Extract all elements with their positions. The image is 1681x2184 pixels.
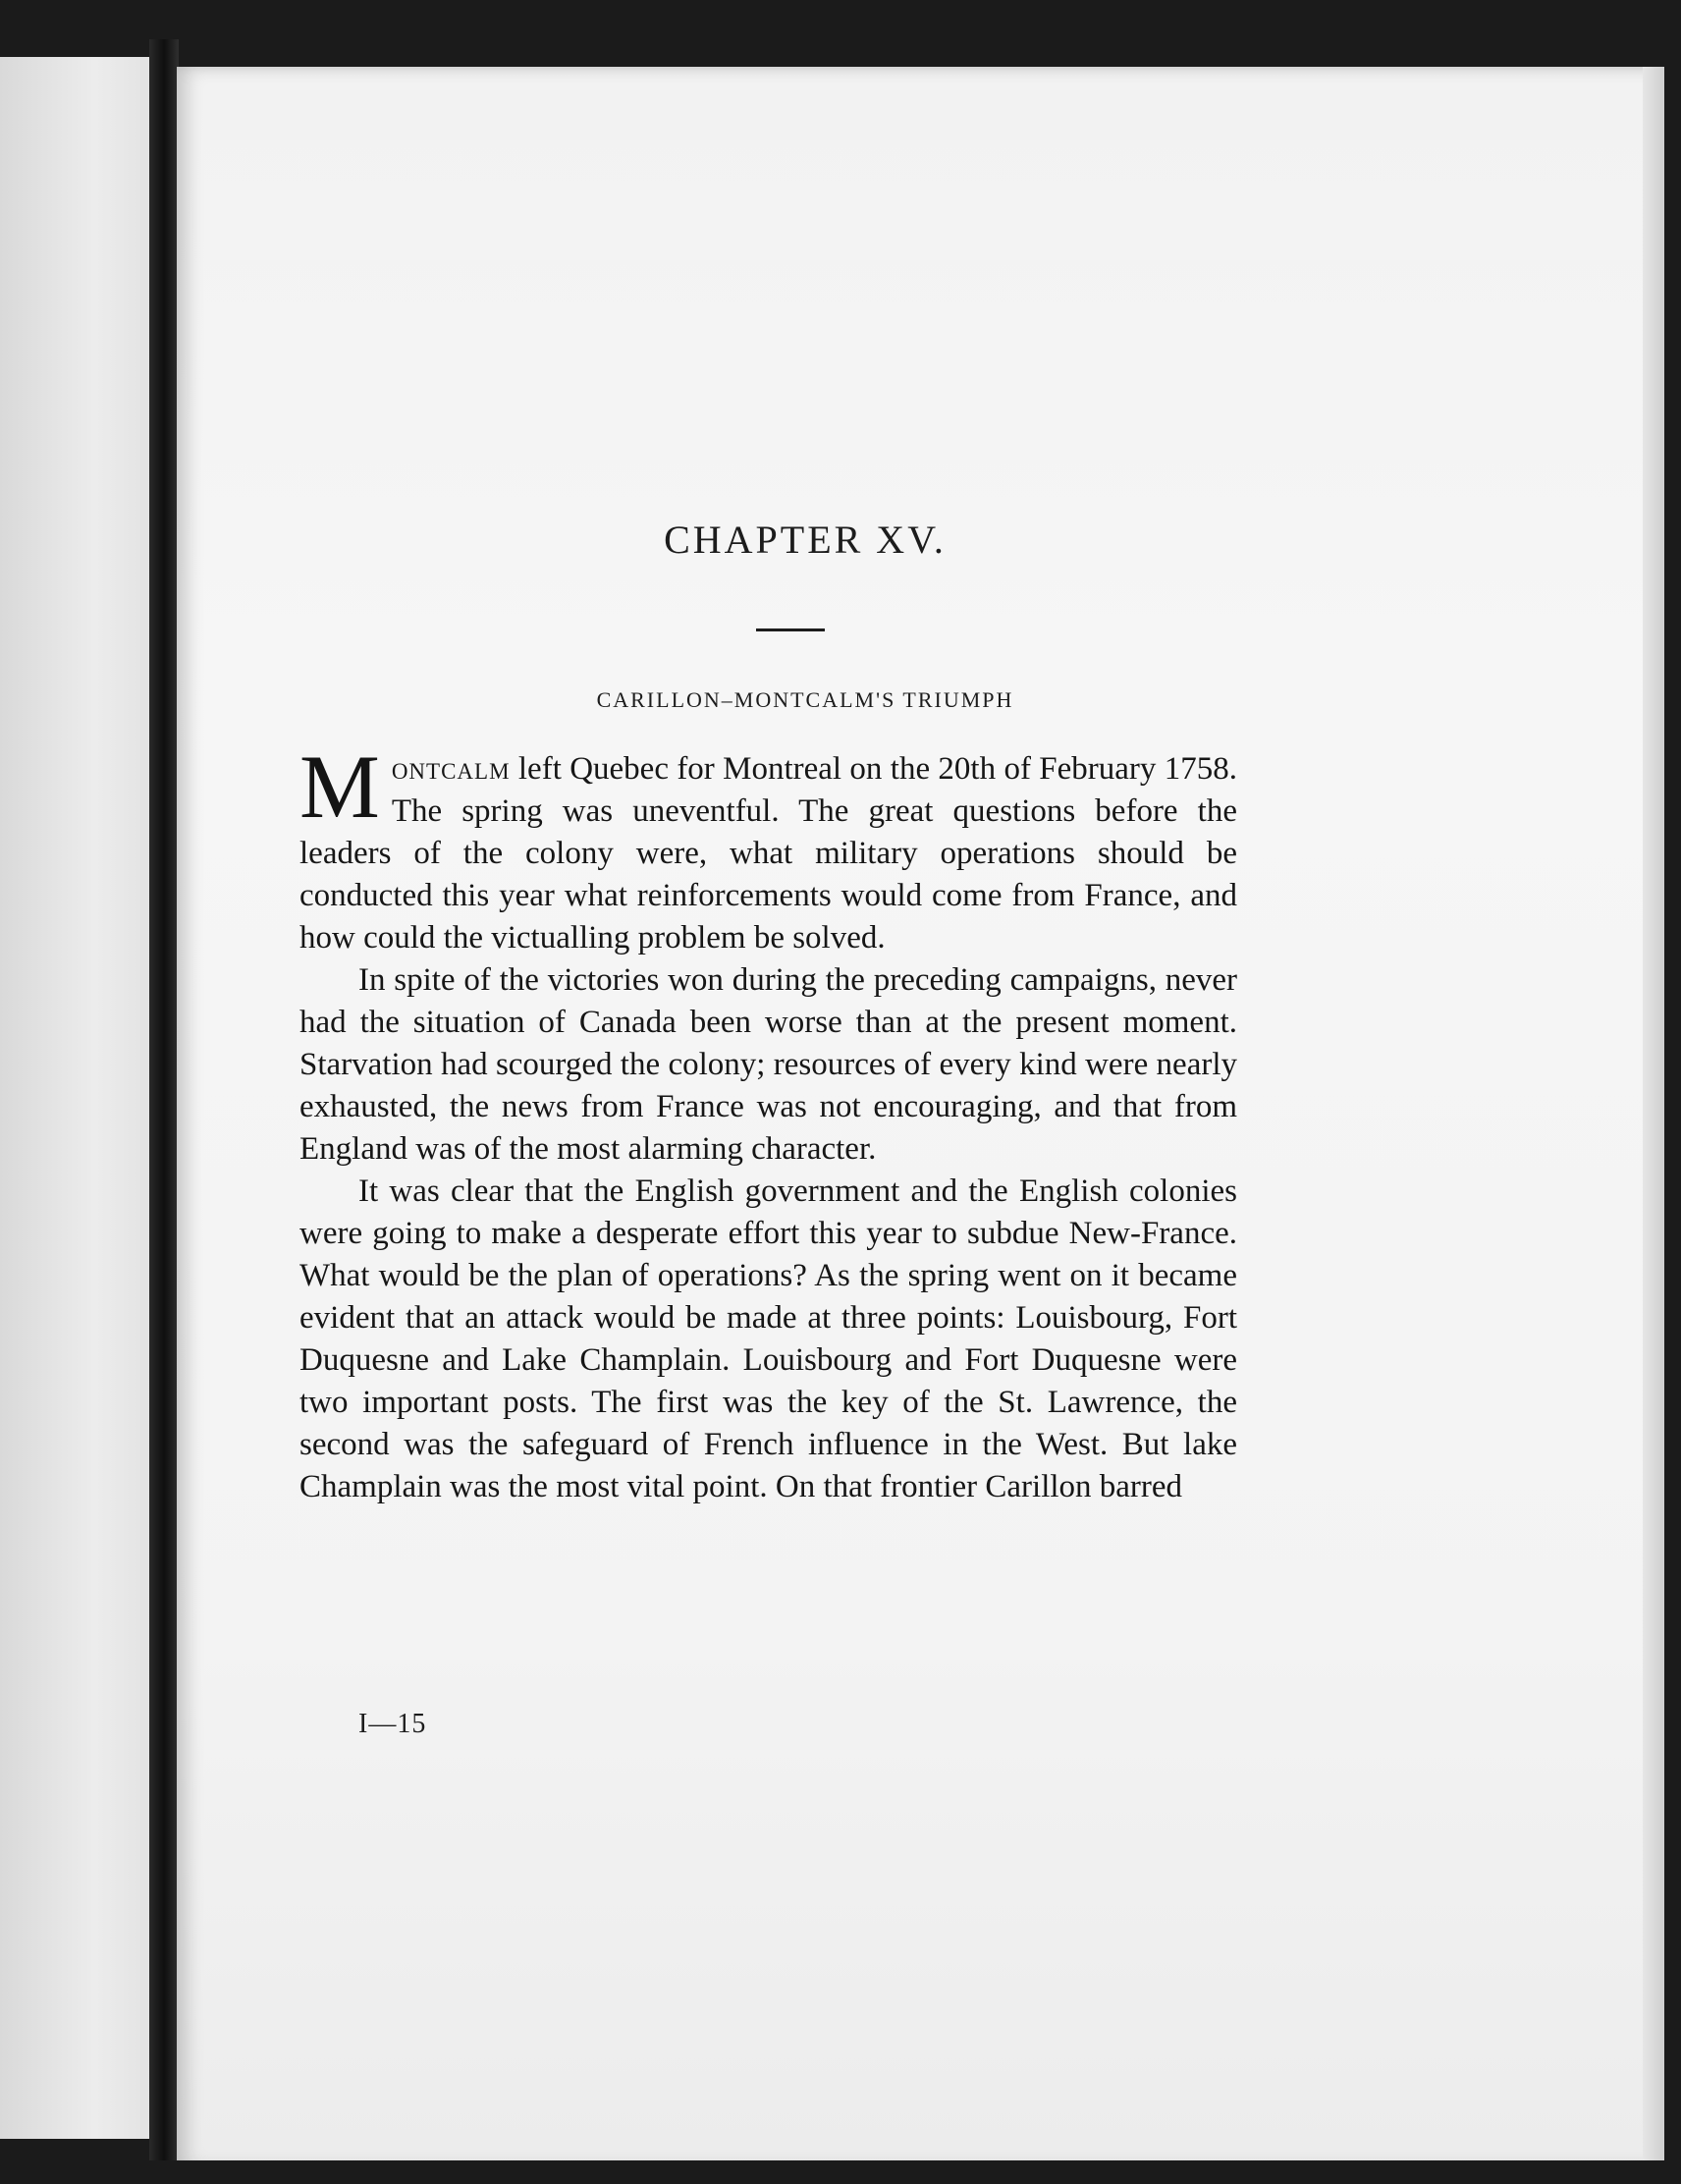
paragraph-1-text: left Quebec for Montreal on the 20th of February 1758. The spring was uneventful. The great questions before the leaders of the colony were, what military operations should be conducted this year what reinforcements would come from France, and how could the victualling problem be solved. [299,751,1237,956]
paragraph-1 [299,737,1237,959]
lead-word: ontcalm [391,751,511,787]
book-gutter [149,39,179,2160]
chapter-rule [756,628,825,631]
scan-border [0,2160,1681,2184]
drop-cap: M [299,737,380,837]
chapter-body [299,737,1237,1508]
chapter-subtitle: CARILLON–MONTCALM'S TRIUMPH [596,687,1014,712]
signature-mark: I—15 [358,1709,427,1739]
left-facing-page [0,57,157,2139]
chapter-heading: CHAPTER XV. [664,518,947,562]
paragraph-3: It was clear that the English government and the English colonies were going to make a desperate effort this year to subdue New-France. What would be the plan of operations? As the spring went on it became evident that an attack would be made at three points: Louisbourg, Fort Duquesne and Lake Champlain. Louisbourg and Fort Duquesne were two important posts. The first was the key of the St. Lawrence, the second was the safeguard of French influence in the West. But lake Champlain was the most vital point. On that frontier Carillon barred [299,1174,1237,1504]
paragraph-2: In spite of the victories won during the preceding campaigns, never had the situation of Canada been worse than at the present moment. Starvation had scourged the colony; resources of every kind were nearly exhausted, the news from France was not encouraging, and that from England was of the most alarming character. [299,962,1237,1167]
page-edge [1643,67,1664,2168]
